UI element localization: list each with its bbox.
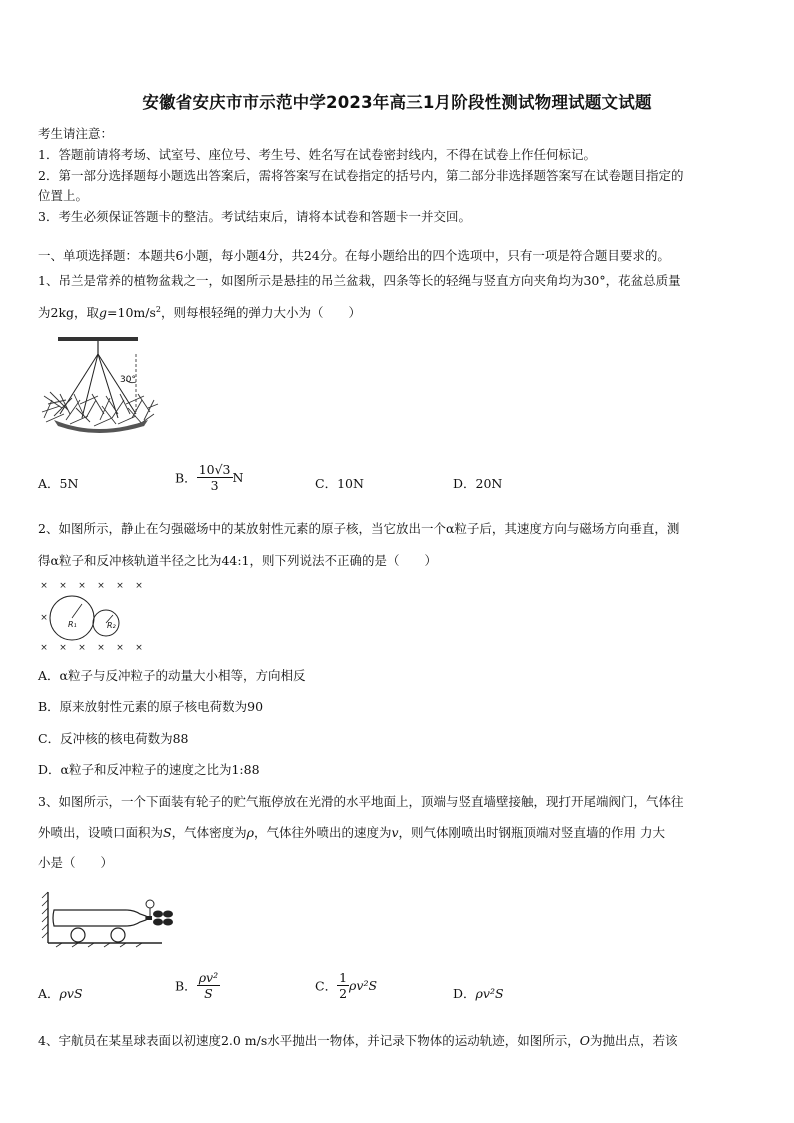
q3-symbol-s: S — [163, 825, 172, 840]
q3-text-b: ，气体密度为 — [171, 825, 247, 840]
q3-symbol-v: v — [391, 825, 399, 840]
q1-option-d: D．20N — [453, 476, 503, 491]
q3-option-b-denominator: S — [204, 986, 213, 1001]
q2-option-a: A．α粒子与反冲粒子的动量大小相等，方向相反 — [38, 668, 306, 683]
q3-option-c-label: C． — [315, 978, 338, 994]
field-cross-mark: × — [135, 643, 143, 653]
q3-option-c-fraction — [337, 970, 349, 1001]
q3-option-b — [175, 970, 220, 1001]
r2-label: R₂ — [107, 621, 116, 630]
field-cross-mark: × — [59, 581, 67, 591]
notice-item-2-cont: 位置上。 — [38, 188, 89, 203]
field-cross-mark: × — [135, 581, 143, 591]
field-cross-mark: × — [97, 581, 105, 591]
q1-option-b-numerator: 10√3 — [198, 462, 231, 477]
rope-2 — [82, 354, 98, 418]
field-cross-mark: × — [97, 643, 105, 653]
q3-option-d-expr: ρv²S — [475, 986, 504, 1001]
q3-option-c-denominator: 2 — [339, 986, 348, 1001]
gas-spray-icon — [153, 911, 173, 926]
q3-symbol-rho: ρ — [246, 825, 254, 840]
q3-text-c: ，气体往外喷出的速度为 — [253, 825, 392, 840]
hanging-plant-figure — [40, 334, 160, 438]
q3-option-c-expr: ρv²S — [349, 978, 378, 993]
field-cross-mark: × — [78, 581, 86, 591]
plant-leaves — [42, 392, 158, 426]
q1-stem-line2 — [38, 303, 361, 321]
magnetic-field-crosses — [40, 581, 143, 653]
field-cross-mark: × — [78, 643, 86, 653]
section-heading: 一、单项选择题：本题共6小题，每小题4分，共24分。在每小题给出的四个选项中，只有一项是符合题目要求的。 — [38, 248, 670, 263]
field-cross-mark: × — [40, 613, 48, 623]
q1-option-b — [175, 462, 243, 493]
q1-option-a: A．5N — [38, 476, 79, 491]
field-cross-mark: × — [40, 581, 48, 591]
q1-stem-line1: 1、吊兰是常养的植物盆栽之一，如图所示是悬挂的吊兰盆栽，四条等长的轻绳与竖直方向夹角均为30°，花盆总质量 — [38, 273, 681, 288]
q3-option-a — [38, 984, 83, 1002]
ceiling-bar — [58, 337, 138, 341]
field-cross-mark: × — [116, 581, 124, 591]
q3-stem-line2 — [38, 823, 665, 841]
nozzle — [146, 916, 152, 920]
q1-option-b-unit: N — [232, 470, 244, 485]
q2-stem-line1: 2、如图所示，静止在匀强磁场中的某放射性元素的原子核，当它放出一个α粒子后，其速度方向与磁场方向垂直，测 — [38, 521, 680, 536]
r1-radius-line — [72, 604, 82, 618]
q1-g-symbol: g — [99, 305, 108, 320]
q1-option-b-fraction — [197, 462, 233, 493]
q3-option-a-label: A． — [38, 986, 60, 1001]
q1-option-b-label: B． — [175, 470, 197, 486]
q3-stem-line3: 小是（ ） — [38, 855, 114, 870]
valve-knob-icon — [146, 900, 154, 908]
q3-option-b-numerator: ρv² — [198, 970, 219, 985]
plant-pot — [54, 420, 148, 433]
q3-text-d: ，则气体刚喷出时钢瓶顶端对竖直墙的作用 力大 — [398, 825, 666, 840]
field-cross-mark: × — [40, 643, 48, 653]
notice-item-1: 1．答题前请将考场、试室号、座位号、考生号、姓名写在试卷密封线内，不得在试卷上作任何标记。 — [38, 147, 596, 162]
q3-option-a-expr: ρvS — [59, 986, 83, 1001]
q2-option-c: C．反冲核的核电荷数为88 — [38, 731, 189, 746]
q1-option-c: C．10N — [315, 476, 364, 491]
q3-option-c — [315, 970, 377, 1001]
gas-cylinder-body — [53, 910, 146, 926]
q1-option-b-denominator: 3 — [210, 478, 219, 493]
q3-text-a: 外喷出，设喷口面积为 — [38, 825, 164, 840]
q3-option-b-label: B． — [175, 978, 197, 994]
page-title: 安徽省安庆市市示范中学2023年高三1月阶段性测试物理试题文试题 — [142, 93, 652, 112]
q3-stem-line1: 3、如图所示，一个下面装有轮子的贮气瓶停放在光滑的水平地面上，顶端与竖直墙壁接触，现打开尾端阀门，气体往 — [38, 794, 684, 809]
q4-text-a: 4、宇航员在某星球表面以初速度2.0 m/s水平抛出一物体，并记录下物体的运动轨迹，如图所示， — [38, 1033, 580, 1048]
q1-text: 为2kg，取 — [38, 305, 100, 320]
gas-cylinder-figure — [42, 888, 192, 948]
q3-option-d — [453, 984, 504, 1002]
q2-option-b: B．原来放射性元素的原子核电荷数为90 — [38, 699, 264, 714]
notice-item-3: 3．考生必须保证答题卡的整洁。考试结束后，请将本试卷和答题卡一并交回。 — [38, 209, 471, 224]
magnetic-field-figure — [36, 578, 143, 654]
wheel-right — [111, 928, 125, 942]
q4-symbol-o: O — [579, 1033, 591, 1048]
field-cross-mark: × — [116, 643, 124, 653]
q3-option-b-fraction — [197, 970, 220, 1001]
q2-stem-line2: 得α粒子和反冲核轨道半径之比为44:1，则下列说法不正确的是（ ） — [38, 553, 438, 568]
q4-text-b: 为抛出点，若该 — [590, 1033, 678, 1048]
angle-label: 30° — [120, 375, 136, 385]
q1-g-exponent: 2 — [155, 304, 161, 314]
q3-option-c-numerator: 1 — [339, 970, 348, 985]
notice-item-2: 2．第一部分选择题每小题选出答案后，需将答案写在试卷指定的括号内，第二部分非选择题答案写在试卷题目指定的 — [38, 168, 684, 183]
q4-stem-line1 — [38, 1031, 678, 1049]
field-cross-mark: × — [59, 643, 67, 653]
q1-text-end: ，则每根轻绳的弹力大小为（ ） — [161, 305, 362, 320]
notice-heading: 考生请注意： — [38, 126, 114, 141]
wheel-left — [71, 928, 85, 942]
q1-g-value: =10m/s — [107, 305, 156, 320]
wall-hatching — [42, 892, 48, 938]
r1-label: R₁ — [68, 620, 77, 629]
q2-option-d: D．α粒子和反冲粒子的速度之比为1:88 — [38, 762, 260, 777]
q3-option-d-label: D． — [453, 986, 476, 1001]
